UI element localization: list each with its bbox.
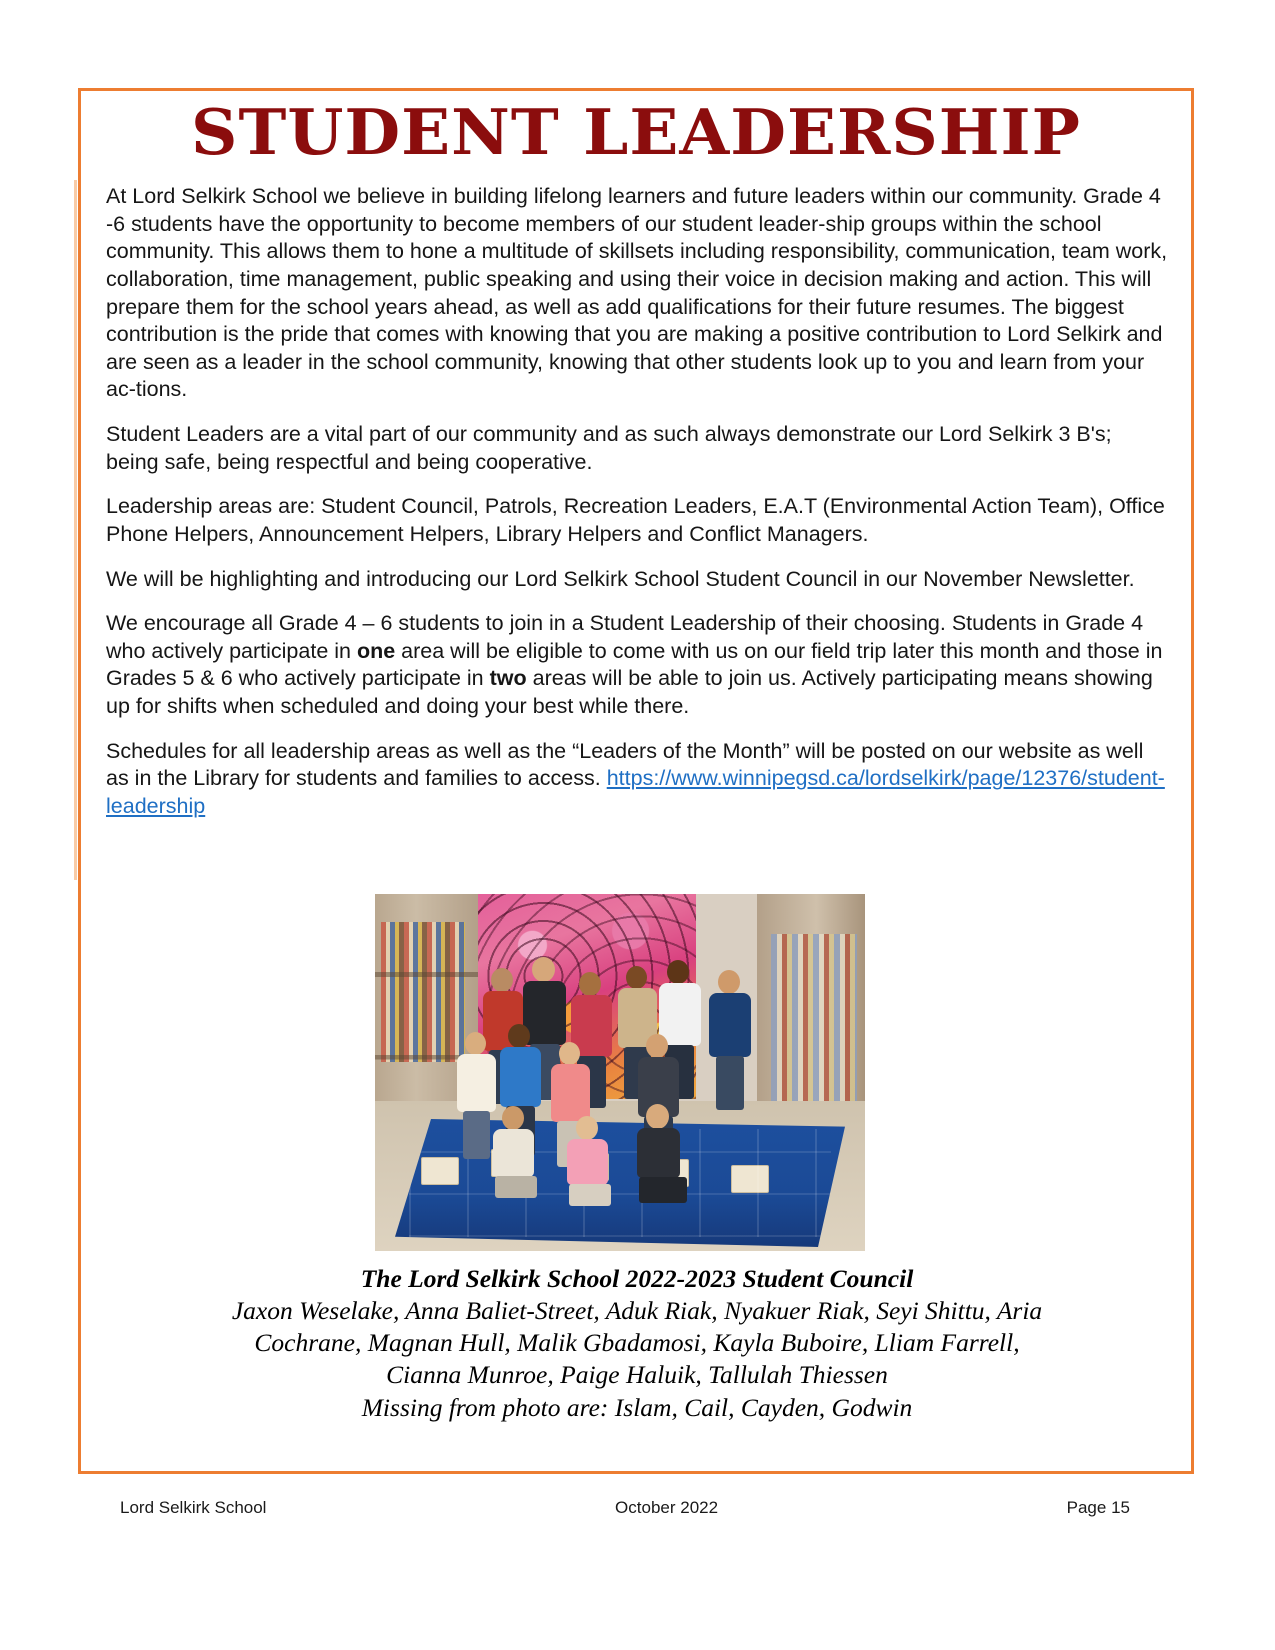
content-frame <box>78 88 1194 1474</box>
paragraph-6 <box>106 738 1168 821</box>
paragraph-1: At Lord Selkirk School we believe in building lifelong learners and future leaders within our community. Grade 4 -6 students have the opportunity to become members of our student leader-ship groups within the school community. This allows them to hone a multitude of skillsets including responsibility, communication, team work, collaboration, time management, public speaking and using their voice in decision making and action. This will prepare them for the school years ahead, as well as add qualifications for their future resumes. The biggest contribution is the pride that comes with knowing that you are making a positive contribution to Lord Selkirk and are seen as a leader in the school community, knowing that other students look up to you and learn from your ac-tions. <box>106 184 1168 402</box>
footer-date: October 2022 <box>615 1498 719 1517</box>
page-title: STUDENT LEADERSHIP <box>191 95 1081 169</box>
footer-school-name: Lord Selkirk School <box>120 1498 267 1517</box>
paragraph-5 <box>106 610 1168 721</box>
caption-line: Jaxon Weselake, Anna Baliet-Street, Aduk Riak, Nyakuer Riak, Seyi Shittu, Aria <box>231 1296 1043 1326</box>
emphasis-one: one <box>356 638 396 663</box>
caption-title: The Lord Selkirk School 2022-2023 Student Council <box>360 1264 914 1293</box>
photo-caption <box>106 1263 1168 1424</box>
paragraph-2: Student Leaders are a vital part of our community and as such always demonstrate our Lord Selkirk 3 B's; being safe, being respectful and being cooperative. <box>106 422 1112 474</box>
article-body <box>106 183 1168 821</box>
page-footer <box>120 1498 1130 1518</box>
caption-line: Missing from photo are: Islam, Cail, Cayden, Godwin <box>361 1392 913 1422</box>
caption-line: Cianna Munroe, Paige Haluik, Tallulah Thiessen <box>386 1360 888 1390</box>
caption-line: Cochrane, Magnan Hull, Malik Gbadamosi, Kayla Buboire, Lliam Farrell, <box>254 1328 1020 1358</box>
footer-page-number: Page 15 <box>1066 1498 1130 1517</box>
paragraph-6-text: Schedules for all leadership areas as well as the “Leaders of the Month” will be posted on our website as well as in the Library for students and families to access. <box>106 738 1144 791</box>
student-leadership-link[interactable]: https://www.winnipegsd.ca/lordselkirk/page/12376/student-leadership <box>106 766 1165 818</box>
carpet-card <box>421 1157 459 1185</box>
paragraph-5-part-3: areas will be able to join us. Actively participating means showing up for shifts when scheduled and doing your best while there. <box>106 666 1153 718</box>
student-council-photo <box>375 894 865 1251</box>
paragraph-5-part-2: area will be eligible to come with us on our field trip later this month and those in Grades 5 & 6 who actively participate in <box>106 638 1163 691</box>
paragraph-3: Leadership areas are: Student Council, Patrols, Recreation Leaders, E.A.T (Environmental Action Team), Office Phone Helpers, Announcement Helpers, Library Helpers and Conflict Managers. <box>106 494 1165 546</box>
photo-image <box>375 894 865 1251</box>
paragraph-5-part-1: We encourage all Grade 4 – 6 students to join in a Student Leadership of their choosing. Students in Grade 4 who actively participate in <box>106 611 1144 663</box>
emphasis-two: two <box>489 666 527 691</box>
paragraph-4: We will be highlighting and introducing our Lord Selkirk School Student Council in our November Newsletter. <box>106 566 1135 591</box>
carpet-card <box>731 1165 769 1193</box>
left-accent-stripe <box>74 180 77 880</box>
